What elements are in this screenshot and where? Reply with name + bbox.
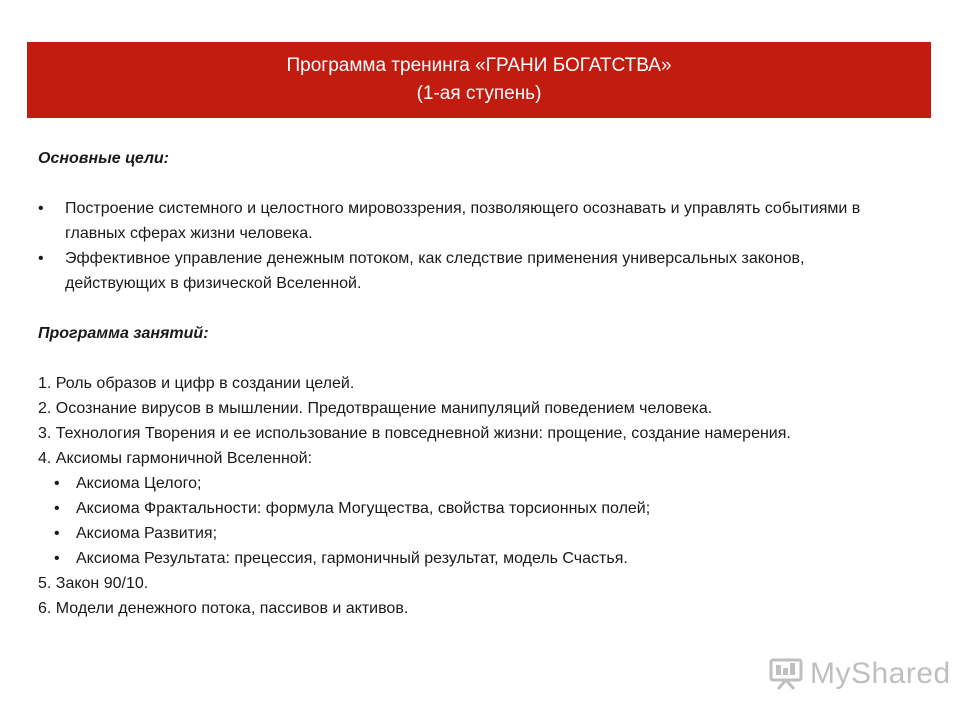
program-item: 3. Технология Творения и ее использование в повседневной жизни: прощение, создание намерения. [38, 425, 791, 442]
goal-item: • Эффективное управление денежным потоком, как следствие применения универсальных законов, действующих в физической Вселенной. [38, 246, 908, 296]
title-line-2: (1-ая ступень) [416, 83, 542, 104]
program-heading: Программа занятий: [38, 325, 209, 342]
axiom-item: • Аксиома Целого; [38, 471, 908, 496]
presentation-board-icon [768, 656, 804, 692]
program-item: 1. Роль образов и цифр в создании целей. [38, 375, 355, 392]
goal-item: • Построение системного и целостного мировоззрения, позволяющего осознавать и управлять событиями в главных сферах жизни человека. [38, 196, 908, 246]
program-item: 5. Закон 90/10. [38, 575, 149, 592]
watermark-text: MyShared [810, 657, 951, 690]
slide-body [38, 146, 908, 621]
title-banner [27, 42, 931, 118]
watermark-logo [768, 654, 951, 694]
program-item: 6. Модели денежного потока, пассивов и активов. [38, 600, 409, 617]
axiom-item: • Аксиома Фрактальности: формула Могущества, свойства торсионных полей; [38, 496, 908, 521]
program-item: 2. Осознание вирусов в мышлении. Предотвращение манипуляций поведением человека. [38, 400, 713, 417]
axiom-item: • Аксиома Результата: прецессия, гармоничный результат, модель Счастья. [38, 546, 908, 571]
axiom-item: • Аксиома Развития; [38, 521, 908, 546]
program-item: 4. Аксиомы гармоничной Вселенной: [38, 450, 313, 467]
title-line-1: Программа тренинга «ГРАНИ БОГАТСТВА» [286, 55, 672, 76]
goals-heading: Основные цели: [38, 150, 169, 167]
